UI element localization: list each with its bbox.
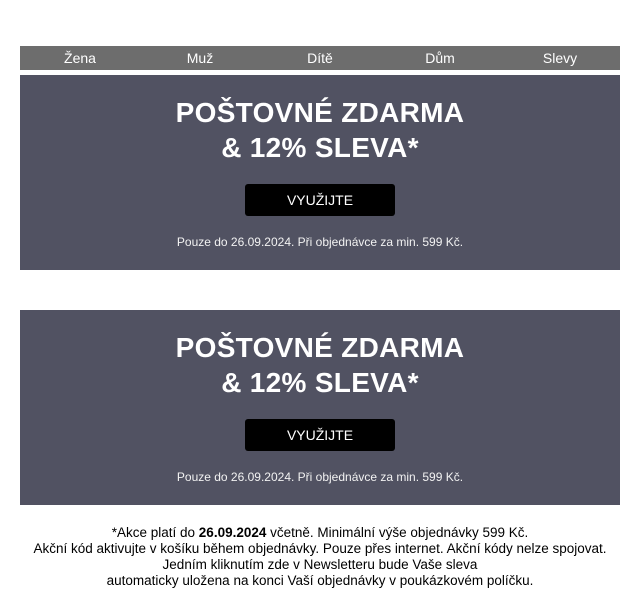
- nav-item-dite[interactable]: Dítě: [307, 50, 333, 66]
- promo-headline-line2: & 12% SLEVA*: [221, 367, 419, 398]
- terms-line: [20, 525, 620, 541]
- vyuzijte-button[interactable]: VYUŽIJTE: [245, 184, 395, 216]
- terms-line: Jedním kliknutím zde v Newsletteru bude Vaše sleva: [162, 557, 478, 572]
- promo-headline-line2: & 12% SLEVA*: [221, 132, 419, 163]
- vyuzijte-button[interactable]: VYUŽIJTE: [245, 419, 395, 451]
- terms-prefix: *Akce platí do: [111, 525, 199, 540]
- promo-headline-line1: POŠTOVNÉ ZDARMA: [175, 97, 465, 128]
- terms-footer: [20, 525, 620, 589]
- terms-line: automaticky uložena na konci Vaší objednávky v poukázkovém políčku.: [106, 573, 534, 588]
- promo-banner[interactable]: [20, 310, 620, 505]
- promo-headline-line1: POŠTOVNÉ ZDARMA: [175, 332, 465, 363]
- terms-line: Akční kód aktivujte v košíku během objednávky. Pouze přes internet. Akční kódy nelze spojovat.: [33, 541, 607, 556]
- promo-headline: [20, 75, 620, 165]
- promo-headline: [20, 310, 620, 400]
- nav-item-muz[interactable]: Muž: [186, 50, 214, 66]
- category-nav: [20, 46, 620, 70]
- terms-suffix: včetně. Minimální výše objednávky 599 Kč.: [266, 525, 529, 540]
- terms-date: 26.09.2024: [198, 525, 267, 540]
- nav-item-zena[interactable]: Žena: [64, 50, 96, 66]
- nav-item-dum[interactable]: Dům: [425, 50, 455, 66]
- promo-note: Pouze do 26.09.2024. Při objednávce za min. 599 Kč.: [176, 235, 464, 249]
- promo-banner[interactable]: [20, 75, 620, 270]
- promo-note: Pouze do 26.09.2024. Při objednávce za min. 599 Kč.: [176, 470, 464, 484]
- nav-item-slevy[interactable]: Slevy: [542, 50, 578, 66]
